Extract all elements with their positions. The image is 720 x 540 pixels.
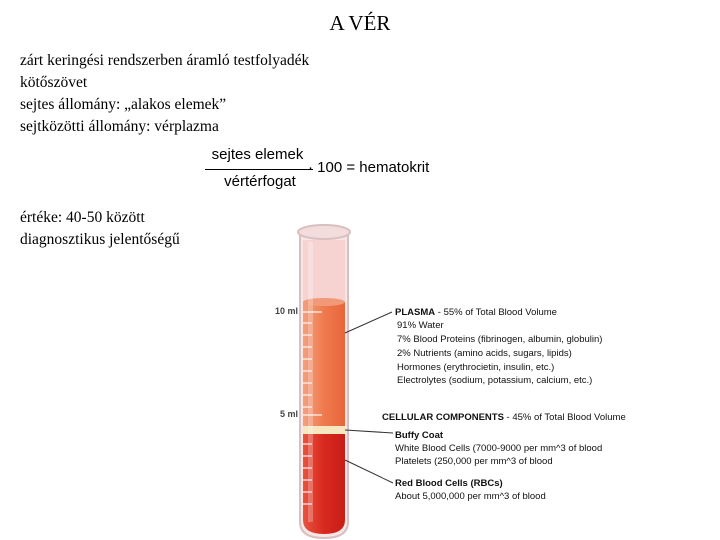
- plasma-line: 91% Water: [397, 320, 444, 331]
- rbc-label: Red Blood Cells (RBCs): [395, 478, 503, 489]
- formula-rhs: · 100 = hematokrit: [308, 159, 430, 176]
- plasma-line: Electrolytes (sodium, potassium, calcium, etc.): [397, 375, 593, 386]
- buffy-line: Platelets (250,000 per mm^3 of blood: [395, 456, 553, 467]
- buffy-title: [395, 430, 443, 441]
- plasma-percent: - 55% of Total Blood Volume: [435, 307, 557, 318]
- cells-percent: - 45% of Total Blood Volume: [503, 412, 626, 423]
- note-item: diagnosztikus jelentőségű: [20, 231, 180, 248]
- cells-label: CELLULAR COMPONENTS: [382, 412, 504, 423]
- plasma-title: [395, 307, 557, 318]
- bullet-item: sejtközötti állomány: vérplazma: [20, 118, 219, 135]
- mark-5ml: 5 ml: [280, 409, 299, 419]
- bullet-item: kötőszövet: [20, 74, 88, 91]
- plasma-line: 2% Nutrients (amino acids, sugars, lipids): [397, 348, 572, 359]
- formula-denominator: vértérfogat: [224, 173, 296, 190]
- bullet-item: sejtes állomány: „alakos elemek”: [20, 96, 227, 113]
- rbc-line: About 5,000,000 per mm^3 of blood: [395, 491, 546, 502]
- plasma-line: Hormones (erythrocietin, insulin, etc.): [397, 362, 555, 373]
- note-item: értéke: 40-50 között: [20, 209, 145, 226]
- page-title: A VÉR: [329, 11, 391, 35]
- plasma-label: PLASMA: [395, 307, 436, 318]
- formula-numerator: sejtes elemek: [211, 146, 304, 163]
- buffy-label: Buffy Coat: [395, 430, 444, 441]
- bullet-item: zárt keringési rendszerben áramló testfolyadék: [20, 52, 310, 69]
- mark-10ml: 10 ml: [275, 306, 299, 316]
- plasma-line: 7% Blood Proteins (fibrinogen, albumin, globulin): [397, 334, 603, 345]
- rbc-title: [395, 478, 503, 489]
- buffy-line: White Blood Cells (7000-9000 per mm^3 of blood: [395, 443, 603, 454]
- cells-title: [382, 412, 626, 423]
